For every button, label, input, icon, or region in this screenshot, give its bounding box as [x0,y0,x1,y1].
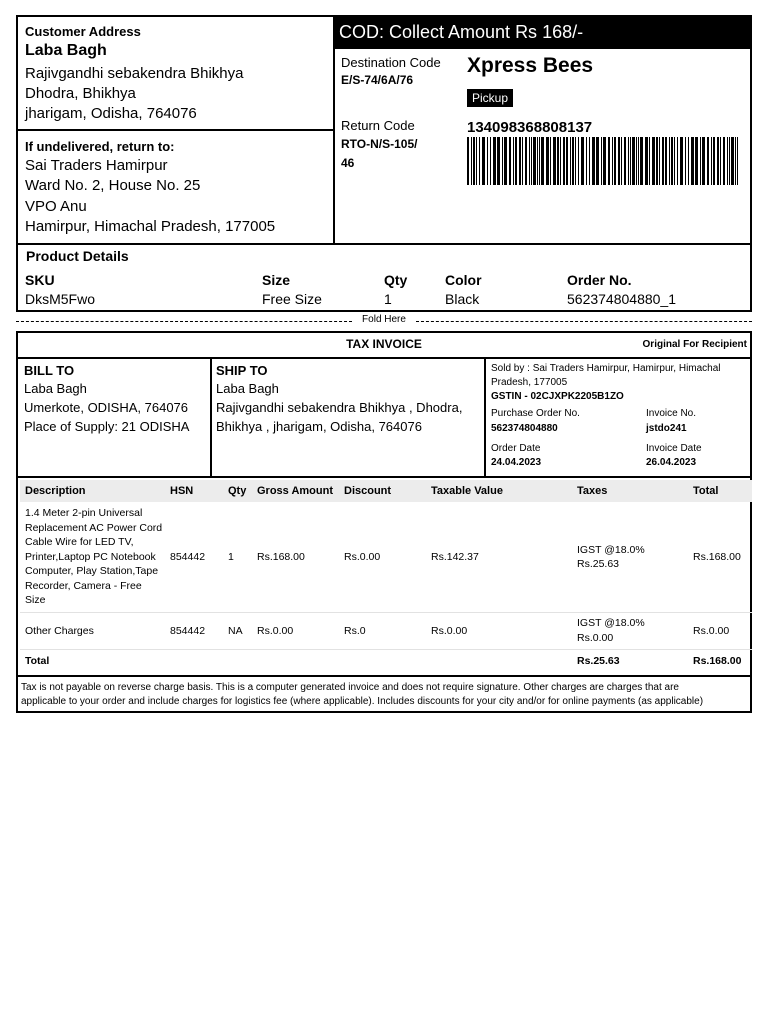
item-discount: Rs.0.00 [344,551,381,563]
item-description-line: Size [25,594,46,606]
courier-name: Xpress Bees [467,54,594,77]
item-description-line: Printer,Laptop PC Notebook [25,550,156,563]
product-header-sku: SKU [25,272,55,288]
pickup-badge: Pickup [467,89,513,107]
barcode-bar [608,137,610,185]
barcode-bar [671,137,673,185]
barcode-bar [596,137,599,185]
customer-address-line: Rajivgandhi sebakendra Bhikhya [25,65,244,82]
footer-note-line: applicable to your order and include charges for logistics fee (where applicable). Includes discounts for your city and/or for online payments (as applicable) [21,696,704,707]
tax-invoice [16,331,752,713]
return-code-label: Return Code [341,118,415,133]
item-description-line: Replacement AC Power Cord [25,521,163,534]
barcode-bar [560,137,561,185]
barcode-bar [707,137,709,185]
barcode-bar [487,137,488,185]
barcode-bar [575,137,576,185]
barcode-bar [688,137,689,185]
barcode-bar [504,137,507,185]
barcode-bar [509,137,511,185]
divider [484,357,486,478]
return-address-box [16,129,335,245]
barcode-bar [727,137,728,185]
return-address-heading: If undelivered, return to: [25,139,175,154]
awb-barcode [467,137,741,185]
other-tax-amount: Rs.0.00 [577,632,614,644]
purchase-order-label: Purchase Order No. [491,408,580,419]
barcode-bar [586,137,587,185]
product-size: Free Size [262,291,322,307]
barcode-bar [581,137,584,185]
destination-code-label: Destination Code [341,55,441,70]
barcode-bar [497,137,500,185]
barcode-bar [640,137,643,185]
barcode-bar [691,137,694,185]
bill-to-line: Laba Bagh [24,381,87,396]
fold-dash-left [16,321,352,322]
barcode-bar [656,137,658,185]
invoice-footer-note [21,681,703,709]
total-amount: Rs.168.00 [693,655,742,667]
item-tax-amount: Rs.25.63 [577,558,620,570]
other-taxable: Rs.0.00 [431,625,468,637]
barcode-bar [467,137,469,185]
barcode-bar [665,137,667,185]
barcode-bar [553,137,556,185]
barcode-bar [662,137,664,185]
barcode-bar [735,137,736,185]
barcode-bar [539,137,540,185]
barcode-bar [563,137,565,185]
barcode-bar [630,137,631,185]
item-total: Rs.168.00 [693,551,741,563]
barcode-bar [572,137,574,185]
item-gross: Rs.168.00 [257,551,305,563]
shipping-info-box [333,15,752,245]
barcode-bar [659,137,660,185]
item-taxable: Rs.142.37 [431,551,479,563]
item-qty: 1 [228,551,234,563]
sold-by-line: Sold by : Sai Traders Hamirpur, Hamirpur, Himachal [491,363,721,374]
barcode-bar [713,137,715,185]
barcode-bar [537,137,538,185]
barcode-bar [522,137,523,185]
barcode-bar [502,137,503,185]
col-taxable-value: Taxable Value [431,485,503,497]
barcode-bar [479,137,480,185]
barcode-bar [717,137,719,185]
total-label: Total [25,655,50,667]
barcode-bar [628,137,629,185]
other-total: Rs.0.00 [693,625,730,637]
barcode-bar [603,137,606,185]
barcode-bar [711,137,712,185]
product-qty: 1 [384,291,392,307]
customer-address-line: jharigam, Odisha, 764076 [25,105,197,122]
barcode-bar [490,137,491,185]
barcode-bar [473,137,475,185]
col-description: Description [25,485,86,497]
barcode-bar [531,137,532,185]
invoice-no-label: Invoice No. [646,408,697,419]
barcode-bar [729,137,730,185]
bill-to-line: Umerkote, ODISHA, 764076 [24,400,189,415]
barcode-bar [557,137,559,185]
barcode-bar [533,137,536,185]
item-description-line: Recorder, Camera - Free [25,579,142,592]
cod-banner: COD: Collect Amount Rs 168/- [335,17,750,49]
ship-to-line: Laba Bagh [216,381,279,396]
other-hsn: 854442 [170,625,206,637]
col-hsn: HSN [170,485,194,497]
barcode-bar [677,137,678,185]
product-details-box [16,243,752,312]
barcode-bar [695,137,698,185]
barcode-bar [636,137,637,185]
barcode-bar [624,137,626,185]
fold-dash-right [416,321,752,322]
barcode-bar [529,137,530,185]
barcode-bar [685,137,686,185]
barcode-bar [674,137,675,185]
invoice-title: TAX INVOICE [346,337,422,351]
order-date-value: 24.04.2023 [491,457,542,468]
ship-to-line: Rajivgandhi sebakendra Bhikhya , Dhodra, [216,400,463,415]
product-sku: DksM5Fwo [25,291,96,307]
other-discount: Rs.0 [344,625,366,637]
fold-line [16,314,752,328]
product-header-color: Color [445,272,482,288]
bill-to-line: Place of Supply: 21 ODISHA [24,419,190,434]
barcode-bar [550,137,551,185]
col-gross-amount: Gross Amount [257,485,333,497]
customer-address-box [16,15,335,131]
barcode-bar [513,137,514,185]
barcode-bar [669,137,670,185]
destination-code-value: E/S-74/6A/76 [341,73,414,87]
order-date-label: Order Date [491,443,541,454]
customer-address-line: Dhodra, Bhikhya [25,85,136,102]
return-address-line: VPO Anu [25,198,87,215]
return-code-value: 46 [341,156,355,170]
return-address-line: Sai Traders Hamirpur [25,157,168,174]
barcode-bar [525,137,527,185]
other-tax-rate: IGST @18.0% [577,617,645,629]
return-address-line: Hamirpur, Himachal Pradesh, 177005 [25,218,276,235]
barcode-bar [638,137,639,185]
barcode-bar [731,137,734,185]
barcode-bar [645,137,648,185]
col-taxes: Taxes [577,485,608,497]
barcode-bar [519,137,521,185]
bill-to-heading: BILL TO [24,363,75,378]
fold-here-text: Fold Here [362,314,406,325]
invoice-no-value: jstdo241 [646,423,687,434]
ship-to-heading: SHIP TO [216,363,268,378]
seller-gstin: GSTIN - 02CJXPK2205B1ZO [491,391,624,402]
col-total: Total [693,485,719,497]
barcode-bar [546,137,549,185]
col-qty: Qty [228,485,247,497]
divider [210,357,212,478]
barcode-bar [541,137,544,185]
barcode-bar [652,137,655,185]
barcode-bar [621,137,622,185]
divider [18,357,750,359]
product-header-size: Size [262,272,291,288]
other-gross: Rs.0.00 [257,625,294,637]
other-qty: NA [228,625,243,637]
item-description-line: 1.4 Meter 2-pin Universal [25,507,143,519]
other-charges-label: Other Charges [25,625,94,637]
barcode-bar [618,137,620,185]
item-description-line: Cable Wire for LED TV, [25,536,134,548]
barcode-bar [702,137,705,185]
barcode-bar [592,137,595,185]
barcode-bar [589,137,590,185]
barcode-bar [471,137,472,185]
awb-number: 134098368808137 [467,119,593,136]
purchase-order-value: 562374804880 [491,423,558,434]
invoice-date-value: 26.04.2023 [646,457,697,468]
barcode-bar [614,137,616,185]
barcode-bar [649,137,650,185]
footer-note-line: Tax is not payable on reverse charge basis. This is a computer generated invoice and does not require signature. Other charges are charges that are [21,682,679,693]
barcode-bar [493,137,496,185]
invoice-copy-label: Original For Recipient [642,339,747,350]
barcode-bar [566,137,568,185]
invoice-date-label: Invoice Date [646,443,702,454]
product-header-qty: Qty [384,272,408,288]
barcode-bar [680,137,683,185]
customer-name: Laba Bagh [25,42,107,59]
barcode-bar [570,137,571,185]
barcode-bar [720,137,721,185]
product-order-no: 562374804880_1 [567,291,677,307]
item-hsn: 854442 [170,551,206,563]
product-color: Black [445,291,480,307]
barcode-bar [476,137,477,185]
barcode-bar [601,137,602,185]
sold-by-line: Pradesh, 177005 [491,377,568,388]
customer-address-heading: Customer Address [25,24,141,39]
barcode-bar [700,137,701,185]
barcode-bar [723,137,725,185]
barcode-bar [578,137,579,185]
barcode-bar [632,137,635,185]
product-details-heading: Product Details [26,248,129,264]
barcode-bar [612,137,613,185]
ship-to-line: Bhikhya , jharigam, Odisha, 764076 [216,419,422,434]
barcode-bar [737,137,738,185]
row-separator [20,649,752,650]
divider [18,476,750,478]
divider [18,675,750,677]
total-taxes: Rs.25.63 [577,655,620,667]
return-code-value: RTO-N/S-105/ [341,137,418,151]
return-address-line: Ward No. 2, House No. 25 [25,177,201,194]
item-description [25,506,162,608]
barcode-bar [515,137,517,185]
col-discount: Discount [344,485,392,497]
barcode-bar [482,137,485,185]
item-tax-rate: IGST @18.0% [577,544,645,556]
product-header-order-no: Order No. [567,272,632,288]
item-description-line: Computer, Play Station,Tape [25,565,159,577]
row-separator [20,612,752,613]
